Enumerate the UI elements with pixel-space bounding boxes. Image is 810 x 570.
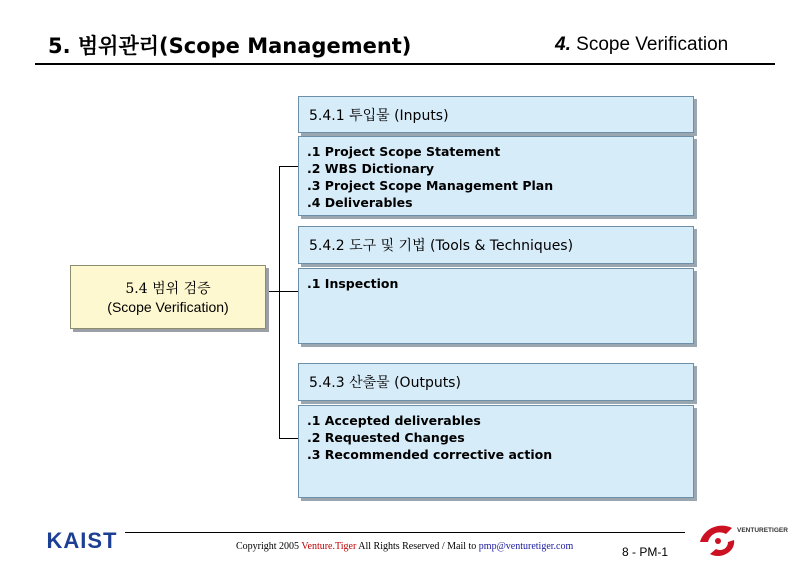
connector-center: [264, 291, 280, 292]
tools-header: [298, 226, 694, 264]
outputs-header: [298, 363, 694, 401]
center-label-ko: 5.4 범위 검증: [125, 281, 211, 297]
tools-list: [298, 268, 694, 344]
tools-heading: 5.4.2 도구 및 기법 (Tools & Techniques): [309, 238, 574, 254]
scope-verification-box: [70, 265, 266, 329]
copyright-middle: All Rights Reserved / Mail to: [356, 541, 479, 552]
list-item: .1 Accepted deliverables: [307, 413, 481, 428]
brand-name: Venture.Tiger: [301, 541, 357, 552]
title-divider: [35, 63, 775, 65]
outputs-heading: 5.4.3 산출물 (Outputs): [309, 375, 461, 391]
page-title: 5. 범위관리(Scope Management): [48, 34, 412, 58]
copyright-prefix: Copyright 2005: [236, 541, 302, 552]
copyright-text: [236, 541, 573, 552]
venturetiger-logo: [690, 512, 790, 564]
inputs-list: [298, 136, 694, 216]
section-title: [555, 34, 728, 56]
list-item: .4 Deliverables: [307, 195, 413, 210]
page-number: 8 - PM-1: [622, 545, 669, 559]
list-item: .2 Requested Changes: [307, 430, 465, 445]
email-link[interactable]: pmp@venturetiger.com: [478, 541, 574, 552]
footer-divider: [125, 532, 685, 533]
inputs-heading: 5.4.1 투입물 (Inputs): [309, 107, 449, 124]
center-label-en: (Scope Verification): [107, 299, 229, 315]
svg-text:KAIST: KAIST: [46, 528, 118, 553]
connector-spine: [279, 166, 280, 439]
connector-tools: [279, 291, 298, 292]
inputs-header: [298, 96, 694, 133]
connector-inputs: [279, 166, 298, 167]
list-item: .3 Recommended corrective action: [307, 447, 553, 462]
section-name: Scope Verification: [576, 34, 729, 55]
list-item: .2 WBS Dictionary: [307, 161, 435, 176]
section-number: 4.: [555, 34, 571, 55]
list-item: .1 Inspection: [307, 276, 399, 291]
list-item: .1 Project Scope Statement: [307, 144, 501, 159]
list-item: .3 Project Scope Management Plan: [307, 178, 554, 193]
connector-outputs: [279, 438, 298, 439]
svg-text:VENTURETIGER: VENTURETIGER: [737, 527, 788, 534]
kaist-logo: [44, 527, 120, 553]
outputs-list: [298, 405, 694, 498]
